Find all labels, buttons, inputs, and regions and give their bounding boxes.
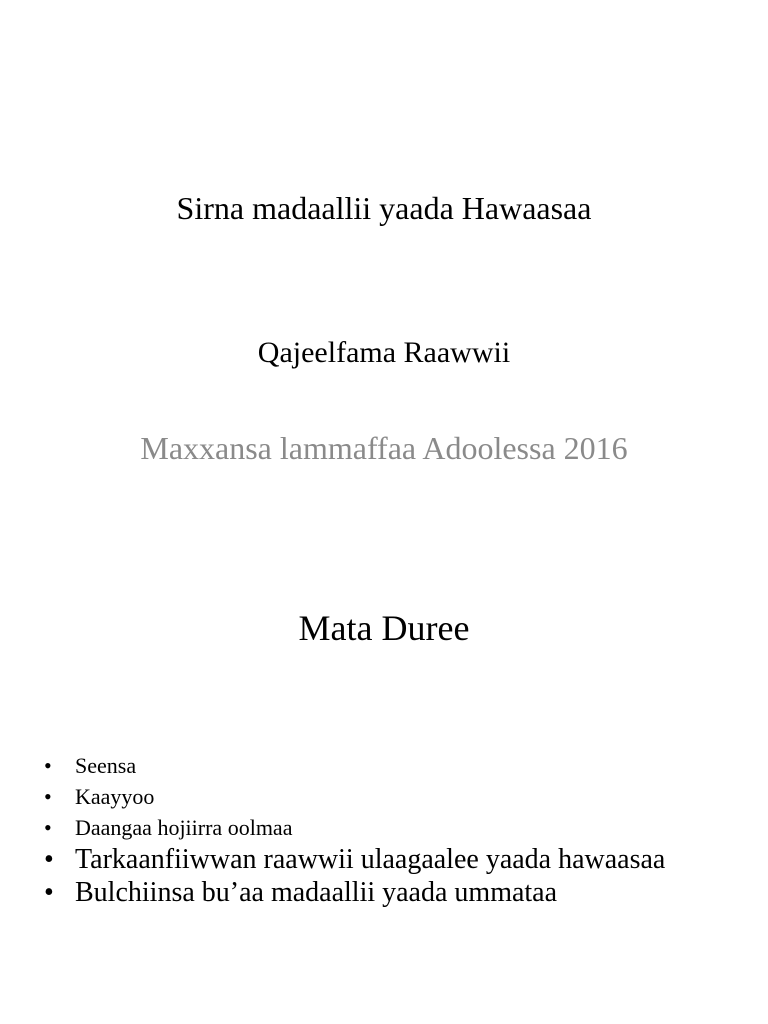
list-item (0, 750, 768, 781)
bullet-icon: • (44, 844, 54, 875)
list-item-text: Tarkaanfiiwwan raawwii ulaagaalee yaada hawaasaa (75, 844, 666, 875)
revision-note: Maxxansa lammaffaa Adoolessa 2016 (140, 430, 628, 466)
list-item (0, 843, 768, 876)
bullet-icon: • (44, 753, 52, 778)
list-item-text: Seensa (75, 753, 137, 778)
list-item-text: Daangaa hojiirra oolmaa (75, 815, 293, 840)
document-subtitle: Qajeelfama Raawwii (257, 336, 511, 369)
list-item (0, 781, 768, 812)
document-title: Sirna madaallii yaada Hawaasaa (176, 190, 592, 226)
list-item-text: Bulchiinsa bu’aa madaallii yaada ummataa (75, 877, 558, 908)
list-item (0, 876, 768, 909)
list-item-text: Kaayyoo (75, 784, 155, 809)
bullet-icon: • (44, 877, 54, 908)
contents-list (0, 750, 768, 909)
bullet-icon: • (44, 784, 52, 809)
section-heading: Mata Duree (298, 608, 470, 648)
bullet-icon: • (44, 815, 52, 840)
list-item (0, 812, 768, 843)
